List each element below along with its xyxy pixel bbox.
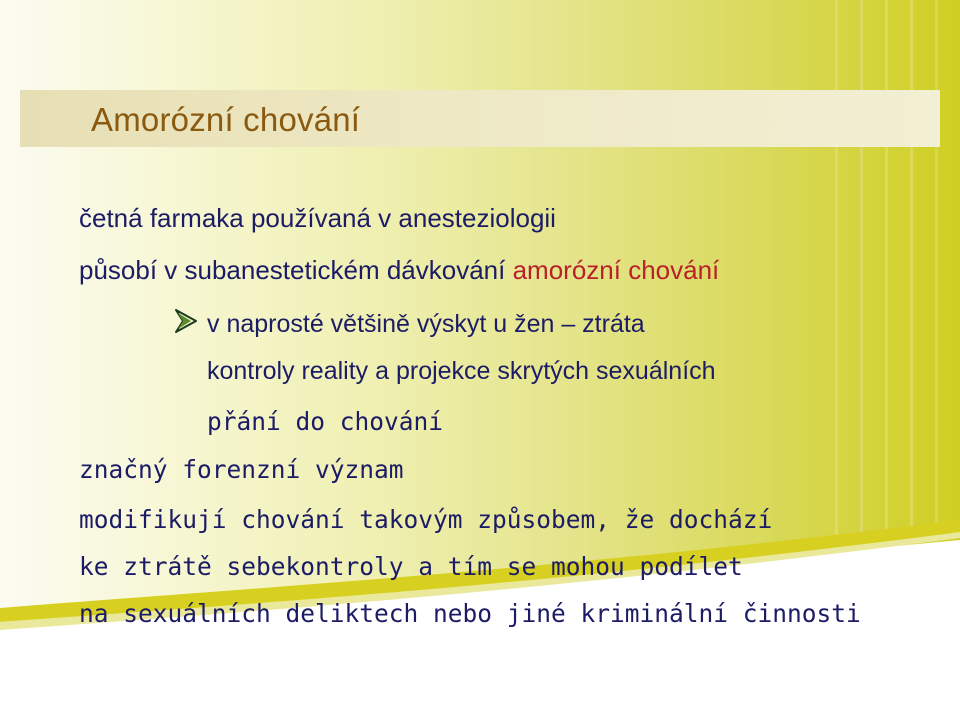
text-line-6: značný forenzní význam bbox=[79, 455, 404, 484]
text-line-7: modifikují chování takovým způsobem, že dochází bbox=[79, 505, 773, 534]
text-line-8: ke ztrátě sebekontroly a tím se mohou podílet bbox=[79, 552, 743, 581]
bullet-item-line-1: v naprosté většině výskyt u žen – ztráta bbox=[207, 310, 645, 338]
highlight-amorous-behavior: amorózní chování bbox=[512, 255, 720, 285]
text-line-5: přání do chování bbox=[207, 407, 444, 436]
bullet-item-line-2: kontroly reality a projekce skrytých sexuálních bbox=[207, 357, 716, 385]
text-line-2 bbox=[79, 255, 719, 286]
text-line-2-prefix: působí v subanestetickém dávkování bbox=[79, 255, 513, 285]
arrowhead-bullet-icon bbox=[174, 308, 198, 334]
slide-title: Amorózní chování bbox=[91, 101, 361, 138]
text-line-9: na sexuálních deliktech nebo jiné kriminální činnosti bbox=[79, 599, 861, 628]
text-line-1: četná farmaka používaná v anesteziologii bbox=[79, 203, 556, 233]
